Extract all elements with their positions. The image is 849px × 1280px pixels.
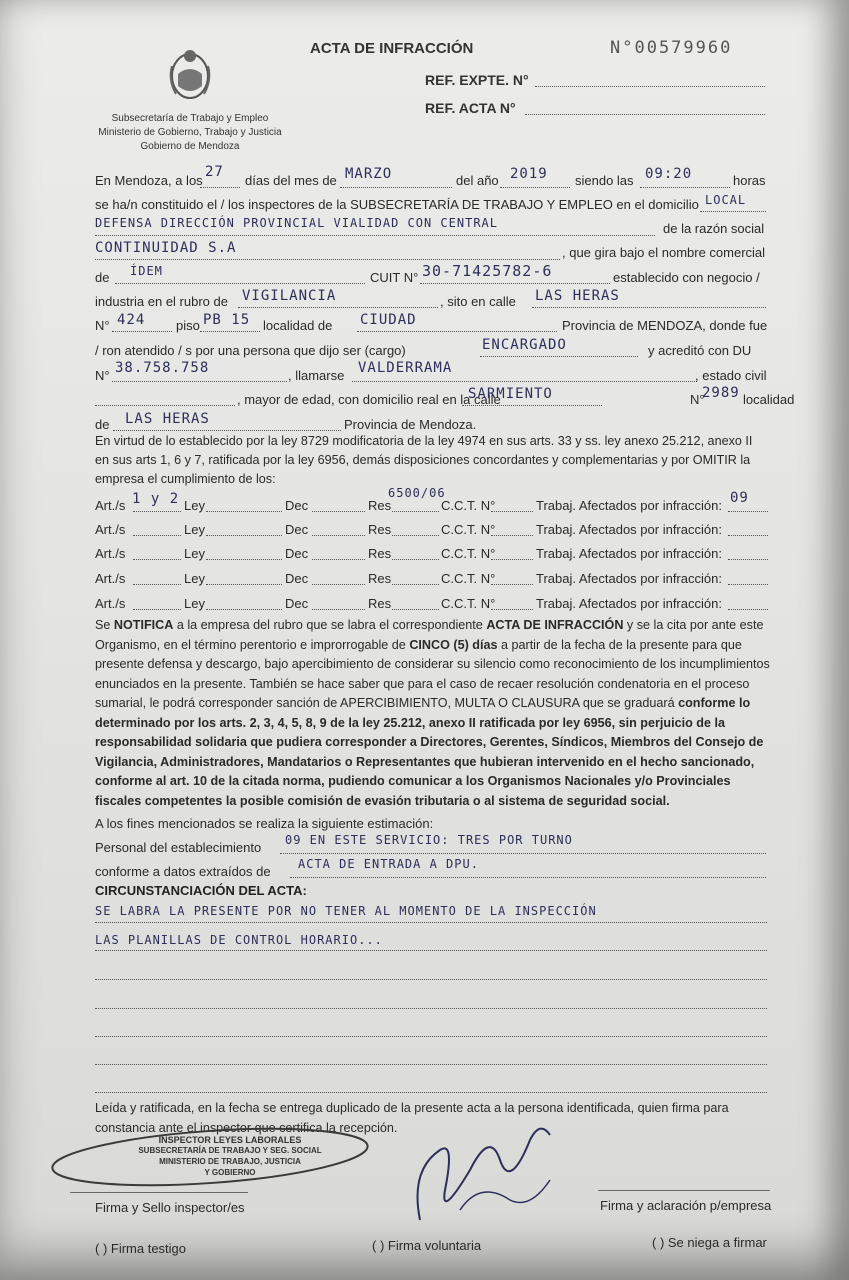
firma-inspector-label: Firma y Sello inspector/es [95, 1200, 245, 1215]
serial-number: N°00579960 [610, 38, 733, 58]
ley-label: Ley [184, 571, 205, 586]
org-name-line3: Gobierno de Mendoza [140, 141, 240, 152]
conforme-label: conforme a datos extraídos de [95, 864, 271, 879]
estimacion-intro: A los fines mencionados se realiza la siguiente estimación: [95, 816, 434, 831]
ref-acta-field[interactable] [525, 114, 765, 115]
circ-line-1 [95, 922, 767, 923]
dec-field[interactable] [312, 511, 365, 512]
nombre-comercial-field [115, 283, 365, 284]
personal-field [280, 853, 766, 854]
trab-field[interactable] [728, 511, 768, 512]
text-de: de [95, 270, 110, 285]
cct-field[interactable] [491, 535, 533, 536]
notif-text-g: a partir de la fecha de la presente para que presente defensa y descargo, bajo apercibimiento de considerar su silencio como reconocimiento de los incumplimientos enunciados en la presente. También se hace saber que para el caso de recaer resolución condenatoria en el proceso sumarial, le podrá corresponder sanción de APERCIBIMIENTO, MULTA O CLAUSURA que se graduará [95, 637, 770, 710]
document-title: ACTA DE INFRACCIÓN [310, 40, 474, 57]
piso-value: PB 15 [203, 312, 251, 328]
art-label: Art./s [95, 498, 126, 513]
notif-text-e: y se la cita por ante este Organismo, en el término perentorio e improrrogable de [95, 618, 764, 652]
ley-label: Ley [184, 546, 205, 561]
dec-label: Dec [285, 571, 309, 586]
cargo-value: ENCARGADO [482, 337, 567, 353]
nombre-comercial-value: ÍDEM [130, 264, 163, 278]
art-label: Art./s [95, 596, 126, 611]
nombre-value: VALDERRAMA [358, 360, 453, 376]
res-field[interactable] [392, 609, 439, 610]
legal-paragraph: En virtud de lo establecido por la ley 8729 modificatoria de la ley 4974 en sus arts. 33 y ss. ley anexo 25.212, anexo II en sus arts 1, 6 y 7, ratificada por la ley 6956, demás disposiciones concordantes y complementarias y por OMITIR la empresa el cumplimiento de los: [95, 434, 753, 486]
rubro-field [238, 307, 438, 308]
dec-label: Dec [285, 498, 309, 513]
trab-label: Trabaj. Afectados por infracción: [536, 571, 722, 586]
year-field [500, 187, 570, 188]
personal-value: 09 EN ESTE SERVICIO: TRES POR TURNO [285, 833, 573, 847]
cct-field[interactable] [491, 559, 533, 560]
text-constituido: se ha/n constituido el / los inspectores de la SUBSECRETARÍA DE TRABAJO Y EMPLEO en el domicilio [95, 197, 699, 212]
month-value: MARZO [345, 166, 393, 182]
text-localidad-real: localidad [743, 392, 795, 407]
notif-text-f: CINCO (5) días [409, 637, 498, 652]
localidad-real-value: LAS HERAS [125, 411, 210, 427]
notification-paragraph [95, 616, 770, 811]
localidad-value: CIUDAD [360, 312, 417, 328]
circ-line-3 [95, 979, 767, 980]
art-label: Art./s [95, 546, 126, 561]
circunstanciacion-line2: LAS PLANILLAS DE CONTROL HORARIO... [95, 933, 383, 947]
domicilio-field-2 [95, 235, 655, 236]
res-field[interactable] [392, 559, 439, 560]
notif-text-b: NOTIFICA [113, 618, 174, 632]
text-en-mendoza: En Mendoza, a los [95, 173, 203, 188]
res-label: Res [368, 571, 392, 586]
text-de-localidad: de [95, 417, 110, 432]
cct-field[interactable] [491, 609, 533, 610]
du-field [112, 381, 287, 382]
dec-field[interactable] [312, 609, 365, 610]
cuit-value: 30-71425782-6 [422, 262, 553, 280]
stamp-line3: MINISTERIO DE TRABAJO, JUSTICIA [159, 1157, 301, 1166]
firma-empresa-label: Firma y aclaración p/empresa [600, 1198, 772, 1213]
inspector-stamp [40, 1125, 370, 1190]
domicilio-value-2: DEFENSA DIRECCIÓN PROVINCIAL VIALIDAD CON CENTRAL [95, 216, 499, 230]
circ-line-6 [95, 1064, 767, 1065]
dec-field[interactable] [312, 535, 365, 536]
trab-field[interactable] [728, 609, 768, 610]
trab-label: Trabaj. Afectados por infracción: [536, 498, 722, 513]
res-field[interactable] [392, 511, 439, 512]
inspector-signature-line[interactable] [70, 1192, 248, 1193]
text-localidad: localidad de [263, 318, 333, 333]
numero-value: 424 [117, 312, 146, 328]
cct-field[interactable] [491, 511, 533, 512]
day-field [200, 187, 240, 188]
trab-value: 09 [730, 490, 749, 506]
firma-testigo-option[interactable]: ( ) Firma testigo [95, 1241, 187, 1256]
piso-field [200, 331, 260, 332]
dec-label: Dec [285, 522, 309, 537]
localidad-real-field [113, 430, 341, 431]
year-value: 2019 [510, 166, 548, 182]
se-niega-option[interactable]: ( ) Se niega a firmar [652, 1235, 767, 1250]
art-field[interactable] [133, 609, 181, 610]
res-label: Res [368, 498, 392, 513]
cct-label: C.C.T. N° [441, 546, 496, 561]
art-field[interactable] [133, 559, 181, 560]
circ-line-4 [95, 1008, 767, 1009]
nombre-field [352, 381, 697, 382]
cct-label: C.C.T. N° [441, 498, 496, 513]
notif-text-c: a la empresa del rubro que se labra el correspondiente [173, 618, 487, 632]
text-provincia-mendoza: Provincia de Mendoza. [344, 417, 477, 432]
trab-label: Trabaj. Afectados por infracción: [536, 522, 722, 537]
text-sito-calle: , sito en calle [440, 294, 516, 309]
ley-field[interactable] [206, 535, 282, 536]
domicilio-field-1 [700, 211, 766, 212]
calle-field [532, 307, 766, 308]
ref-acta-label: REF. ACTA N° [425, 100, 516, 116]
text-razon-social: de la razón social [663, 221, 765, 236]
domicilio-value-1: LOCAL [705, 193, 747, 207]
cct-label: C.C.T. N° [441, 596, 496, 611]
ley-label: Ley [184, 498, 205, 513]
circ-line-5 [95, 1036, 767, 1037]
res-value: 6500/06 [388, 486, 446, 500]
text-llamarse: , llamarse [288, 368, 345, 383]
estado-civil-field [95, 405, 235, 406]
text-mayor-edad: , mayor de edad, con domicilio real en la calle [237, 392, 501, 407]
signature-scribble [400, 1110, 560, 1230]
cuit-field [420, 283, 610, 284]
ley-label: Ley [184, 596, 205, 611]
circunstanciacion-label: CIRCUNSTANCIACIÓN DEL ACTA: [95, 883, 307, 898]
text-establecido: establecido con negocio / [613, 270, 760, 285]
trab-field[interactable] [728, 559, 768, 560]
localidad-field [357, 331, 557, 332]
cct-label: C.C.T. N° [441, 571, 496, 586]
text-nombre-comercial: , que gira bajo el nombre comercial [562, 245, 766, 260]
conforme-field [290, 877, 766, 878]
circ-line-7 [95, 1092, 767, 1093]
ley-field[interactable] [206, 559, 282, 560]
art-value: 1 y 2 [132, 491, 180, 507]
numero-field [112, 331, 172, 332]
trab-label: Trabaj. Afectados por infracción: [536, 546, 722, 561]
conforme-value: ACTA DE ENTRADA A DPU. [298, 857, 479, 871]
text-horas: horas [733, 173, 766, 188]
du-value: 38.758.758 [115, 360, 210, 376]
ley-field[interactable] [206, 511, 282, 512]
text-del-anio: del año [456, 173, 499, 188]
dec-field[interactable] [312, 584, 365, 585]
dec-label: Dec [285, 546, 309, 561]
cargo-field [480, 356, 638, 357]
notif-text-a: Se [95, 618, 114, 632]
leida-ratificada-text: Leída y ratificada, en la fecha se entrega duplicado de la presente acta a la persona identificada, quien firma para constancia ante el inspector que certifica la recepción. [95, 1101, 729, 1135]
time-field [640, 187, 730, 188]
art-field[interactable] [133, 535, 181, 536]
cct-field[interactable] [491, 584, 533, 585]
calle-real-field [462, 405, 602, 406]
art-field[interactable] [133, 584, 181, 585]
org-name-line2: Ministerio de Gobierno, Trabajo y Justicia [98, 127, 282, 138]
ley-label: Ley [184, 522, 205, 537]
calle-real-value: SARMIENTO [468, 386, 553, 402]
ley-field[interactable] [206, 609, 282, 610]
coat-of-arms-logo [166, 46, 214, 104]
text-siendo-las: siendo las [575, 173, 634, 188]
text-acredito: y acreditó con DU [648, 343, 752, 358]
text-provincia-donde: Provincia de MENDOZA, donde fue [562, 318, 768, 333]
org-name-line1: Subsecretaría de Trabajo y Empleo [111, 113, 269, 124]
res-field[interactable] [392, 584, 439, 585]
art-label: Art./s [95, 522, 126, 537]
dec-field[interactable] [312, 559, 365, 560]
ref-expte-label: REF. EXPTE. N° [425, 72, 529, 88]
rubro-value: VIGILANCIA [242, 288, 337, 304]
numero-real-value: 2989 [702, 385, 740, 401]
stamp-line2: SUBSECRETARÍA DE TRABAJO Y SEG. SOCIAL [138, 1146, 322, 1155]
day-value: 27 [205, 164, 224, 180]
res-label: Res [368, 596, 392, 611]
res-label: Res [368, 546, 392, 561]
text-dias-mes: días del mes de [245, 173, 337, 188]
text-rubro: industria en el rubro de [95, 294, 228, 309]
time-value: 09:20 [645, 166, 693, 182]
ref-expte-field[interactable] [535, 86, 765, 87]
text-atendido: / ron atendido / s por una persona que dijo ser (cargo) [95, 343, 406, 358]
month-field [340, 187, 452, 188]
dec-label: Dec [285, 596, 309, 611]
text-nro-real: N° [690, 392, 705, 407]
personal-label: Personal del establecimiento [95, 840, 262, 855]
ley-field[interactable] [206, 584, 282, 585]
calle-value: LAS HERAS [535, 288, 620, 304]
art-field[interactable] [133, 511, 181, 512]
text-estado-civil: , estado civil [695, 368, 767, 383]
circunstanciacion-line1: SE LABRA LA PRESENTE POR NO TENER AL MOMENTO DE LA INSPECCIÓN [95, 904, 597, 918]
notif-text-h: conforme lo determinado por los arts. 2, 3, 4, 5, 8, 9 de la ley 25.212, anexo II ratificada por ley 6956, sin perjuicio de la responsabilidad solidaria que pudiera corresponder a Directores, Gerentes, Síndicos, Miembros del Consejo de Vigilancia, Administradores, Mandatarios o Representantes que hubieran intervenido en el hecho sancionado, conforme al art. 10 de la citada norma, pudiendo comunicar a los Organismos Nacionales y/o Provinciales fiscales competentes la posible comisión de evasión tributaria o al sistema de seguridad social. [95, 696, 764, 808]
art-label: Art./s [95, 571, 126, 586]
stamp-line4: Y GOBIERNO [204, 1168, 256, 1177]
text-nro-du: N° [95, 368, 110, 383]
text-numero: N° [95, 318, 110, 333]
text-piso: piso [176, 318, 200, 333]
trab-field[interactable] [728, 584, 768, 585]
text-cuit: CUIT N° [370, 270, 419, 285]
stamp-line1: INSPECTOR LEYES LABORALES [158, 1135, 302, 1145]
firma-voluntaria-option[interactable]: ( ) Firma voluntaria [372, 1238, 482, 1253]
res-label: Res [368, 522, 392, 537]
cct-label: C.C.T. N° [441, 522, 496, 537]
trab-field[interactable] [728, 535, 768, 536]
notif-text-d: ACTA DE INFRACCIÓN [486, 618, 624, 632]
empresa-signature-line[interactable] [598, 1190, 770, 1191]
res-field[interactable] [392, 535, 439, 536]
trab-label: Trabaj. Afectados por infracción: [536, 596, 722, 611]
circ-line-2 [95, 950, 767, 951]
razon-social-field [95, 259, 560, 260]
razon-social-value: CONTINUIDAD S.A [95, 240, 237, 256]
